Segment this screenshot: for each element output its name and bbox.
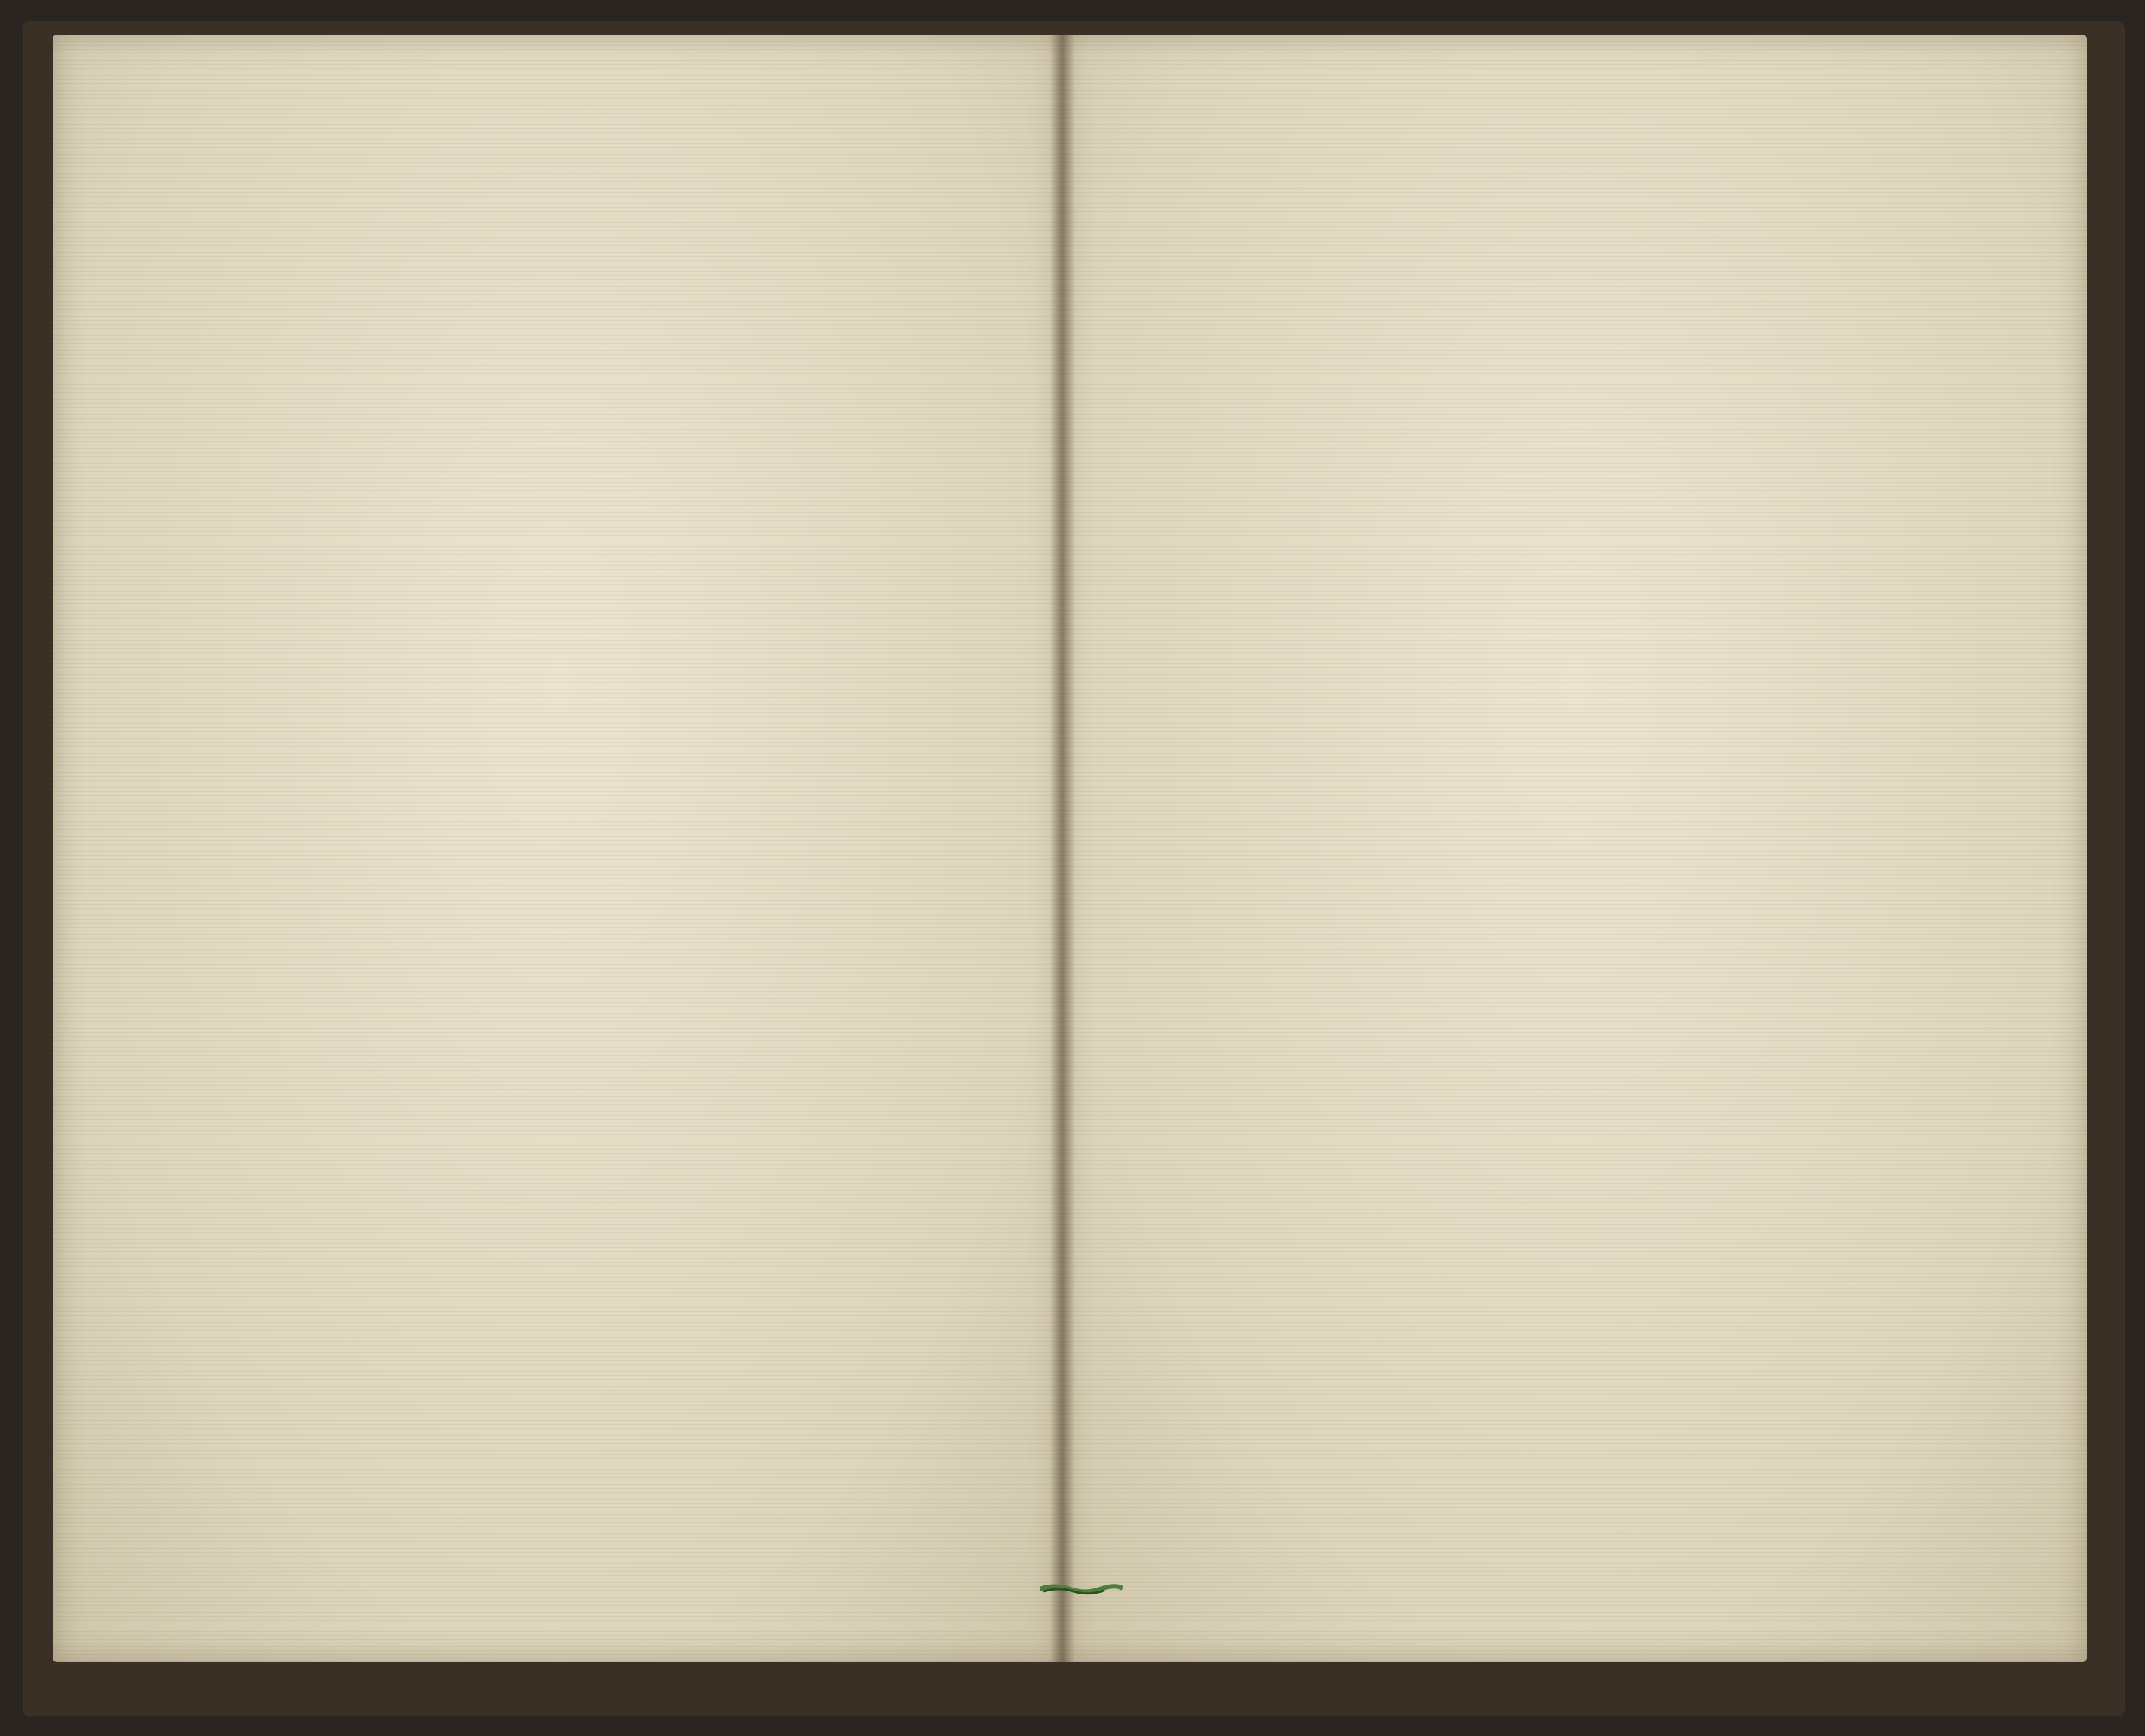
- binding-thread: [1040, 1582, 1123, 1596]
